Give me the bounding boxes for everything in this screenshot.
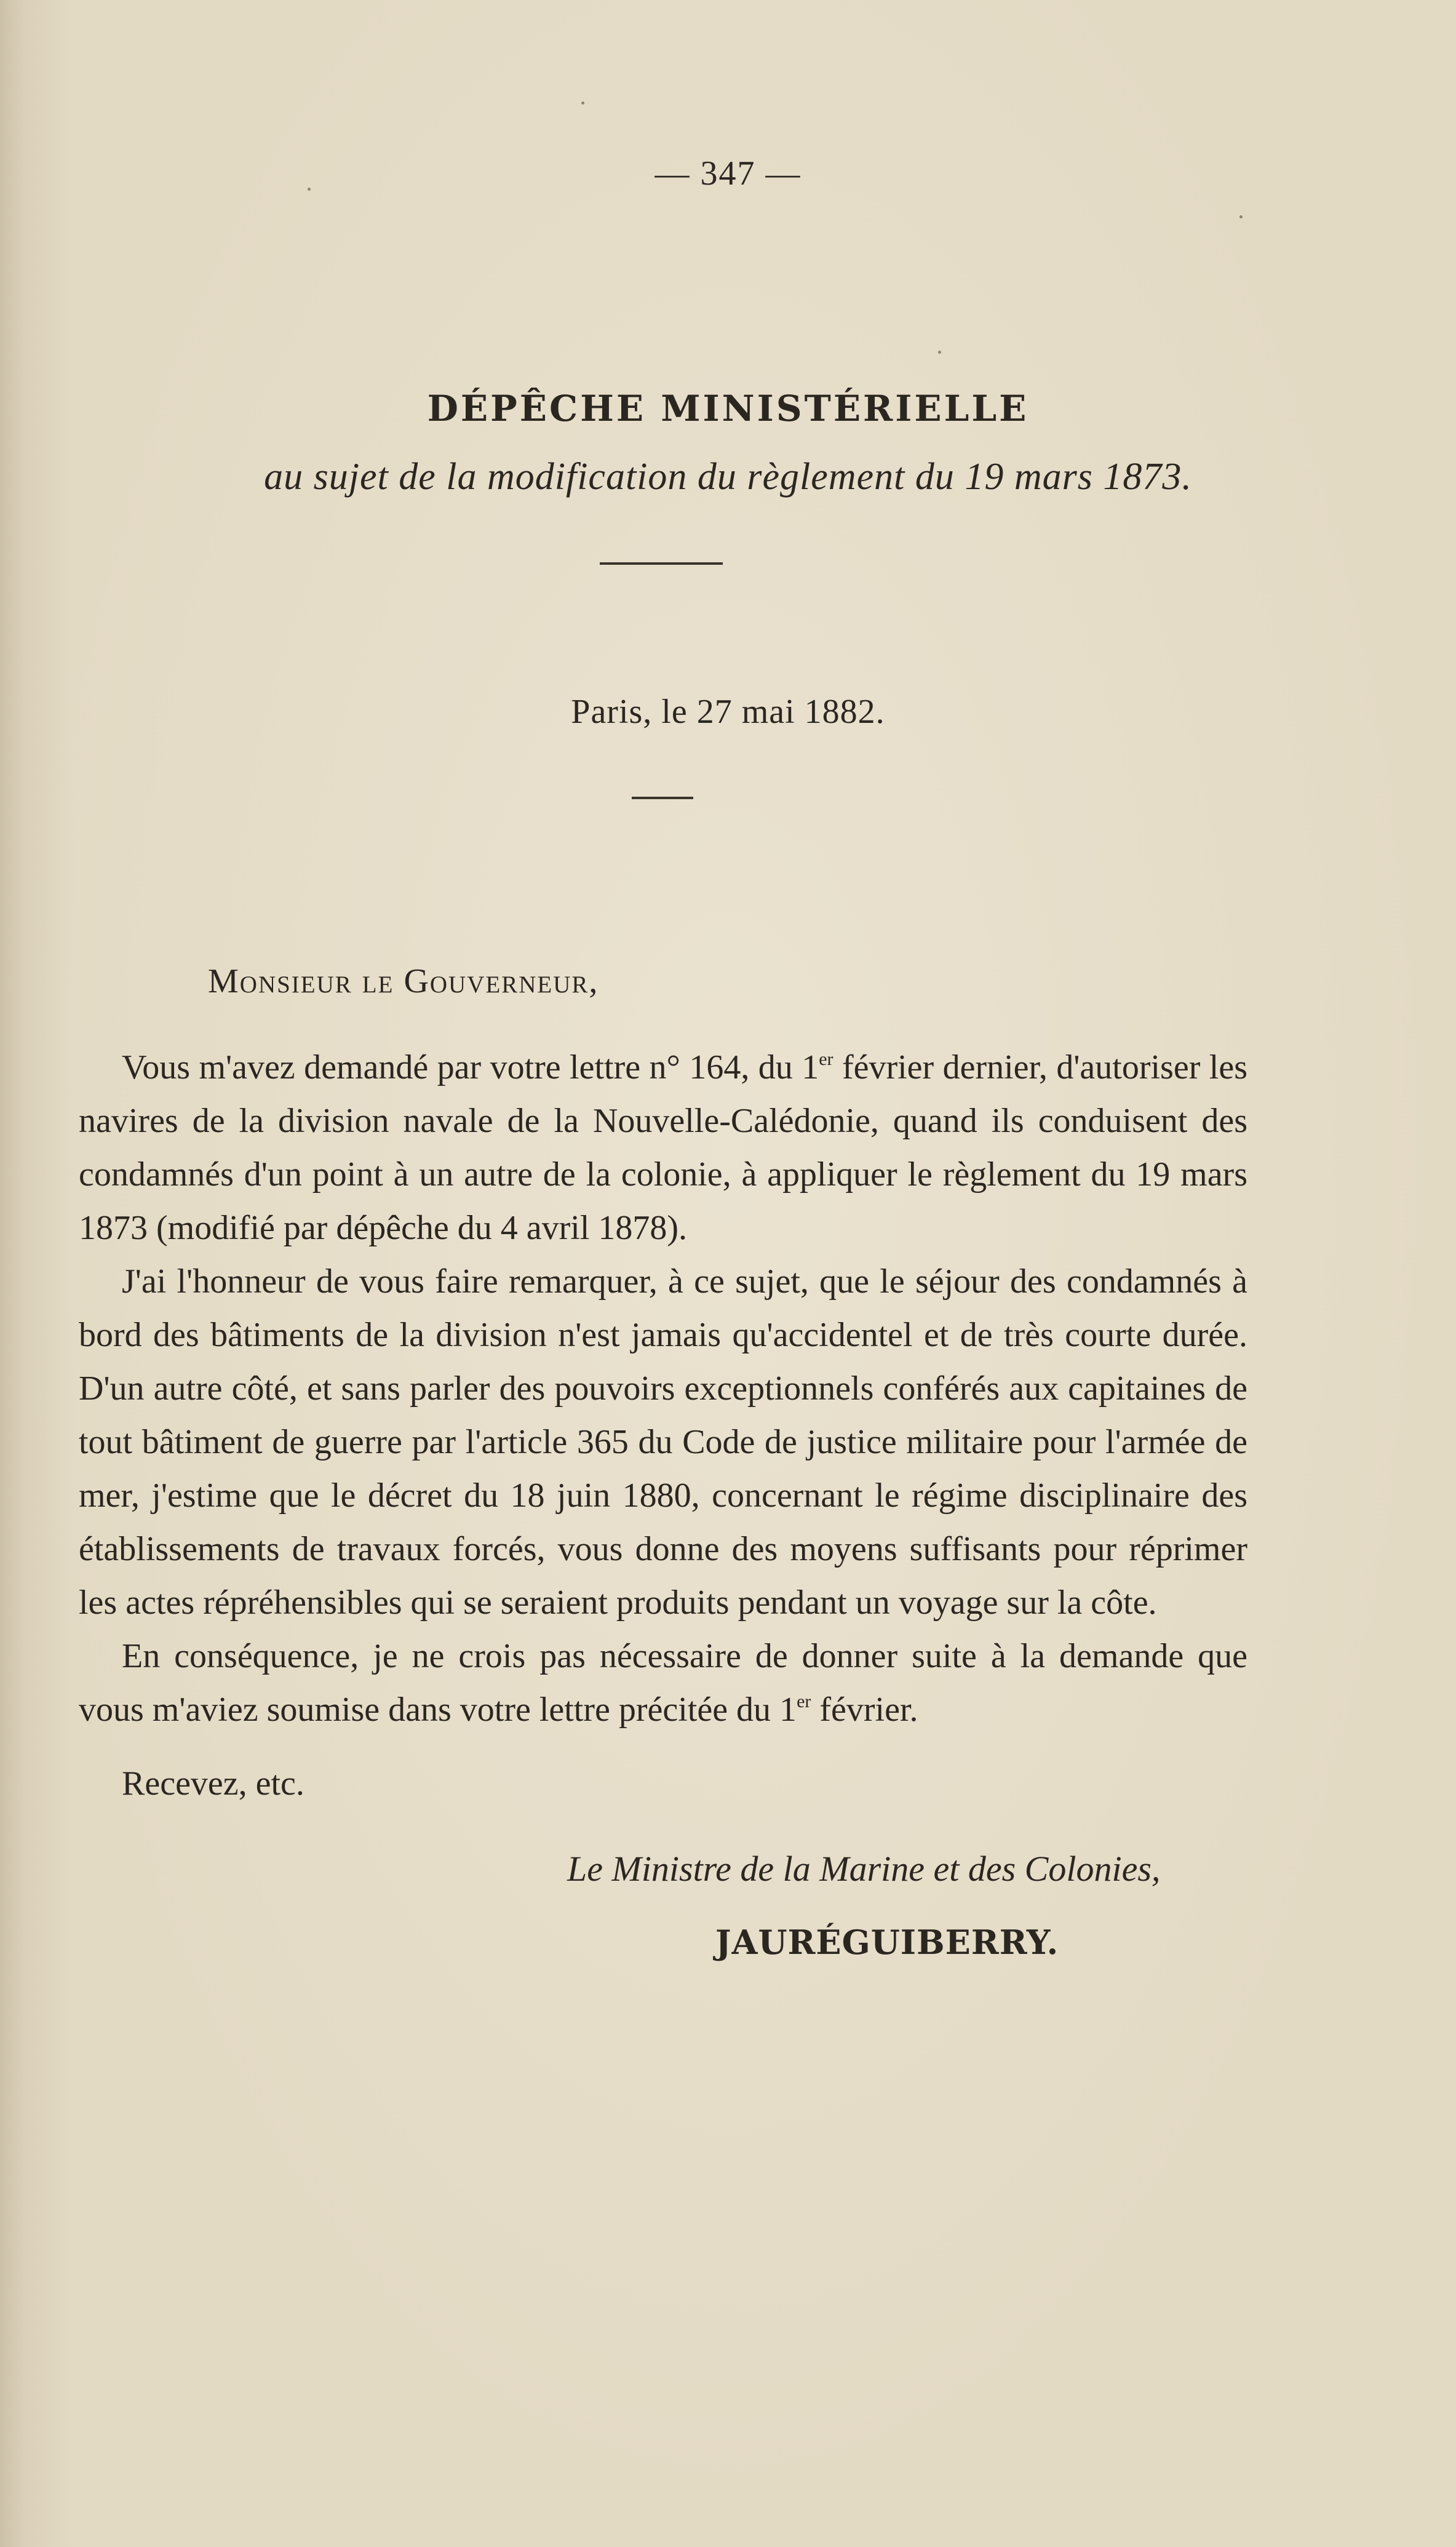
paragraph-1-text-b: février dernier, d'autoriser les navires de la division navale de la Nouvelle-Calédonie, quand ils conduisent des condamnés d'un point à un autre de la colonie, à appliquer le règlement du 19 mars 1873 (modifié par dépêche du 4 avril 1878). bbox=[79, 1048, 1247, 1247]
paragraph-3-text-a: En conséquence, je ne crois pas nécessaire de donner suite à la demande que vous m'aviez soumise dans votre lettre précitée du 1 bbox=[79, 1637, 1247, 1729]
dateline: Paris, le 27 mai 1882. bbox=[571, 693, 885, 731]
closing-formula: Recevez, etc. bbox=[122, 1764, 304, 1803]
document-subtitle: au sujet de la modification du règlement du 19 mars 1873. bbox=[264, 456, 1192, 498]
paragraph-1-text-a: Vous m'avez demandé par votre lettre n° 164, du 1 bbox=[122, 1048, 819, 1086]
document-title: DÉPÊCHE MINISTÉRIELLE bbox=[427, 388, 1029, 429]
letter-body bbox=[79, 1041, 1247, 1737]
paper-speck bbox=[581, 102, 584, 105]
salutation: Monsieur le Gouverneur, bbox=[208, 962, 599, 1000]
ordinal-superscript: er bbox=[819, 1049, 833, 1069]
page-number: — 347 — bbox=[654, 154, 802, 193]
paragraph-2: J'ai l'honneur de vous faire remarquer, à ce sujet, que le séjour des condamnés à bord des bâtiments de la division n'est jamais qu'accidentel et de très courte durée. D'un autre côté, et sans parler des pouvoirs exceptionnels conférés aux capitaines de tout bâtiment de guerre par l'article 365 du Code de justice militaire pour l'armée de mer, j'estime que le décret du 18 juin 1880, concernant le régime disciplinaire des établissements de travaux forcés, vous donne des moyens suffisants pour réprimer les actes répréhensibles qui se seraient produits pendant un voyage sur la côte. bbox=[79, 1262, 1247, 1622]
paragraph-1 bbox=[79, 1041, 1247, 1255]
ordinal-superscript: er bbox=[797, 1691, 811, 1712]
paragraph-3-text-b: février. bbox=[811, 1691, 918, 1729]
paper-speck bbox=[308, 188, 311, 191]
signature-role: Le Ministre de la Marine et des Colonies, bbox=[567, 1849, 1161, 1889]
paper-speck bbox=[1239, 215, 1243, 218]
dateline-divider bbox=[632, 797, 693, 799]
paragraph-3 bbox=[79, 1630, 1247, 1737]
signature-name: JAURÉGUIBERRY. bbox=[715, 1923, 1059, 1962]
paper-speck bbox=[938, 351, 941, 354]
title-divider bbox=[600, 562, 723, 565]
